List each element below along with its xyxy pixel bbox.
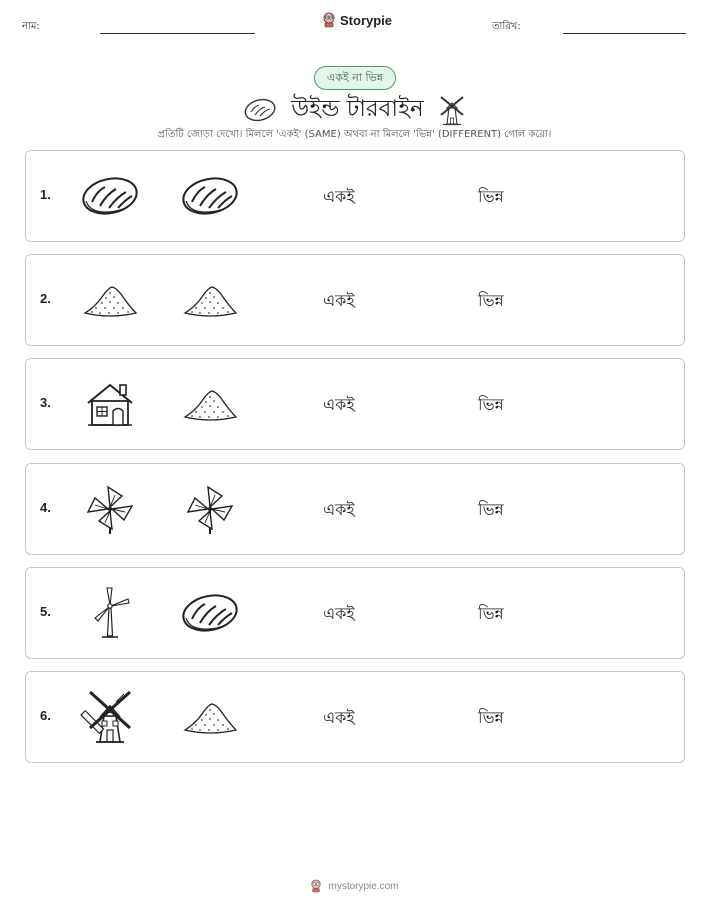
house-icon [80, 377, 140, 431]
name-line[interactable] [100, 33, 255, 34]
date-line[interactable] [563, 33, 686, 34]
option-different[interactable]: ভিন্ন [478, 187, 504, 206]
name-label: নাম: [22, 21, 40, 32]
footer [0, 879, 709, 893]
bread-icon [180, 586, 240, 640]
bread-icon [80, 169, 140, 223]
storypie-mascot-icon [310, 879, 322, 893]
date-label: তারিখ: [492, 21, 521, 32]
option-different[interactable]: ভিন্ন [478, 708, 504, 727]
option-same[interactable]: একই [323, 395, 355, 414]
question-card [25, 358, 685, 450]
footer-site: mystorypie.com [328, 880, 399, 892]
question-card [25, 254, 685, 346]
option-different[interactable]: ভিন্ন [478, 500, 504, 519]
sand-pile-icon [180, 377, 240, 431]
activity-badge: একই না ভিন্ন [314, 66, 396, 90]
option-same[interactable]: একই [323, 291, 355, 310]
question-card [25, 463, 685, 555]
option-different[interactable]: ভিন্ন [478, 604, 504, 623]
brand-logo [322, 12, 392, 28]
sand-pile-icon [180, 690, 240, 744]
question-number: 1. [40, 187, 51, 202]
title-row [0, 90, 709, 129]
question-number: 3. [40, 395, 51, 410]
wind-turbine-icon [80, 586, 140, 640]
windmill-icon [80, 690, 140, 744]
windmill-icon [438, 94, 466, 126]
question-card [25, 567, 685, 659]
question-card [25, 150, 685, 242]
option-different[interactable]: ভিন্ন [478, 291, 504, 310]
option-same[interactable]: একই [323, 500, 355, 519]
question-card [25, 671, 685, 763]
bread-icon [243, 97, 277, 123]
option-different[interactable]: ভিন্ন [478, 395, 504, 414]
question-number: 6. [40, 708, 51, 723]
question-number: 2. [40, 291, 51, 306]
page-title: উইন্ড টারবাইন [291, 96, 424, 122]
instructions: প্রতিটি জোড়া দেখো। মিললে 'একই' (SAME) অথবা না মিললে 'ভিন্ন' (DIFFERENT) গোল করো। [157, 129, 552, 140]
option-same[interactable]: একই [323, 604, 355, 623]
sand-pile-icon [80, 273, 140, 327]
question-number: 5. [40, 604, 51, 619]
sand-pile-icon [180, 273, 240, 327]
brand-name: Storypie [340, 12, 393, 28]
question-number: 4. [40, 500, 51, 515]
option-same[interactable]: একই [323, 187, 355, 206]
storypie-mascot-icon [322, 12, 336, 28]
pinwheel-icon [180, 482, 240, 536]
pinwheel-icon [80, 482, 140, 536]
option-same[interactable]: একই [323, 708, 355, 727]
bread-icon [180, 169, 240, 223]
